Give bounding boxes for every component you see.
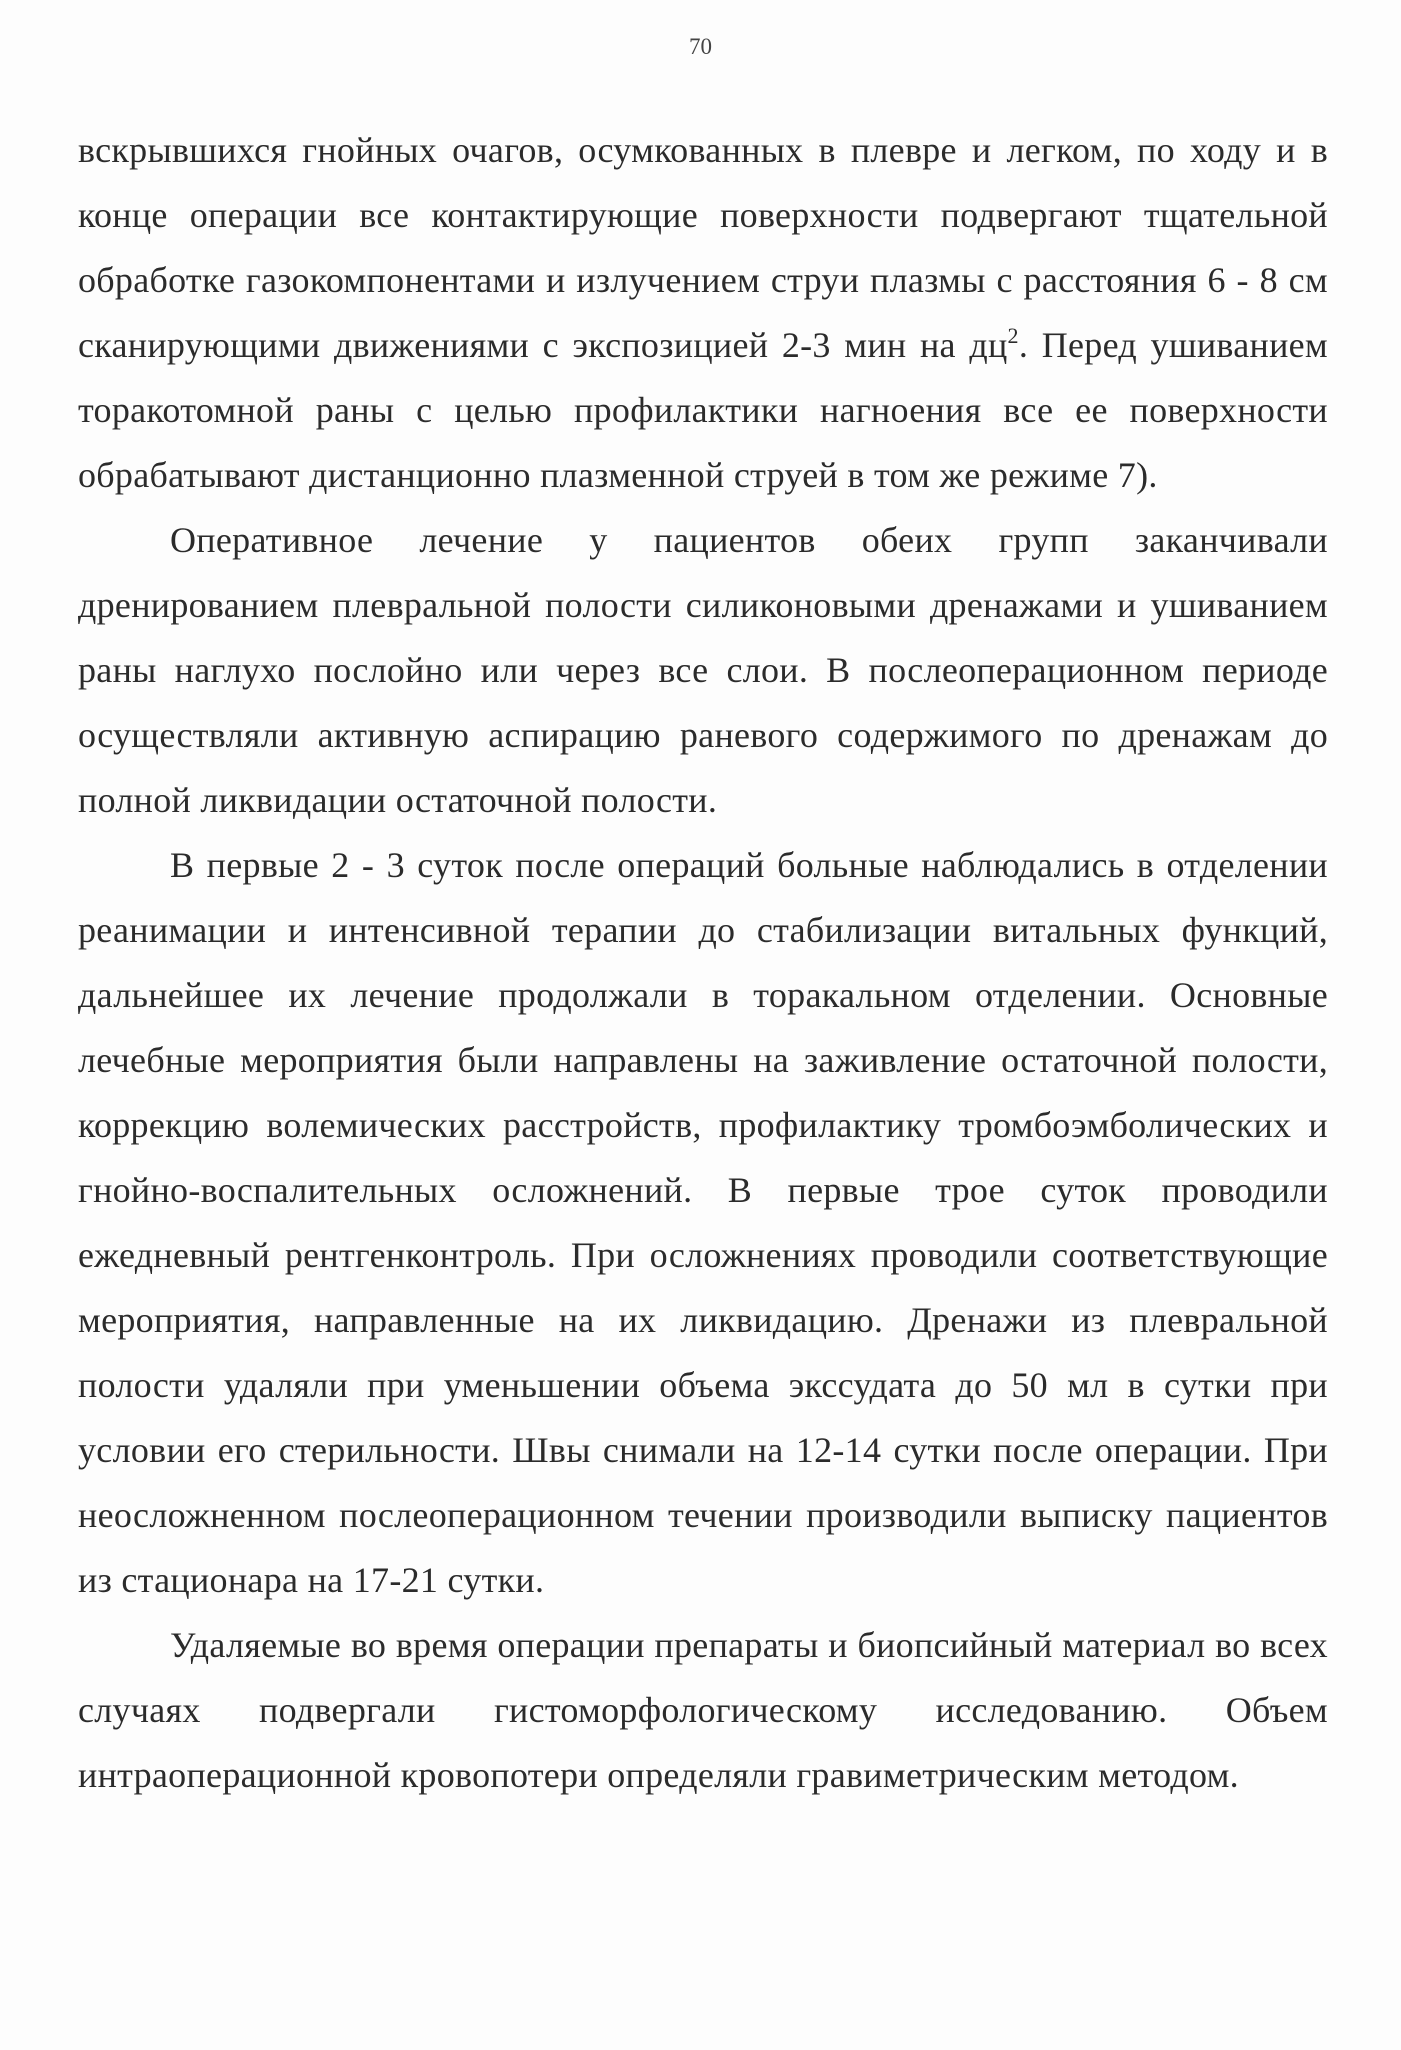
page-number: 70 [689, 34, 712, 59]
paragraph: В первые 2 - 3 суток после операций больные наблюдались в отделении реанимации и интенсивной терапии до стабилизации витальных функций, дальнейшее их лечение продолжали в торакальном отделении. Основные лечебные мероприятия были направлены на заживление остаточной полости, коррекцию волемических расстройств, профилактику тромбоэмболических и гнойно-воспалительных осложнений. В первые трое суток проводили ежедневный рентгенконтроль. При осложнениях проводили соответствующие мероприятия, направленные на их ликвидацию. Дренажи из плевральной полости удаляли при уменьшении объема экссудата до 50 мл в сутки при условии его стерильности. Швы снимали на 12-14 сутки после операции. При неосложненном послеоперационном течении производили выписку пациентов из стационара на 17-21 сутки. [78, 845, 1328, 1600]
paragraph: Удаляемые во время операции препараты и биопсийный материал во всех случаях подвергали гистоморфологическому исследованию. Объем интраоперационной кровопотери определяли гравиметрическим методом. [78, 1625, 1328, 1795]
paragraph-text: . Перед ушиванием торакотомной раны с целью профилактики нагноения все ее поверхности обрабатывают дистанционно плазменной струей в том же режиме 7). [78, 325, 1328, 495]
paragraph: Оперативное лечение у пациентов обеих групп заканчивали дренированием плевральной полости силиконовыми дренажами и ушиванием раны наглухо послойно или через все слои. В послеоперационном периоде осуществляли активную аспирацию раневого содержимого по дренажам до полной ликвидации остаточной полости. [78, 520, 1328, 820]
superscript-text: 2 [1007, 323, 1019, 348]
document-body [78, 118, 1328, 1808]
paragraph-text: вскрывшихся гнойных очагов, осумкованных в плевре и легком, по ходу и в конце операции все контактирующие поверхности подвергают тщательной обработке газокомпонентами и излучением струи плазмы с расстояния 6 - 8 см сканирующими движениями с экспозицией 2-3 мин на дц [78, 130, 1328, 365]
paragraph-continued [78, 118, 1328, 508]
